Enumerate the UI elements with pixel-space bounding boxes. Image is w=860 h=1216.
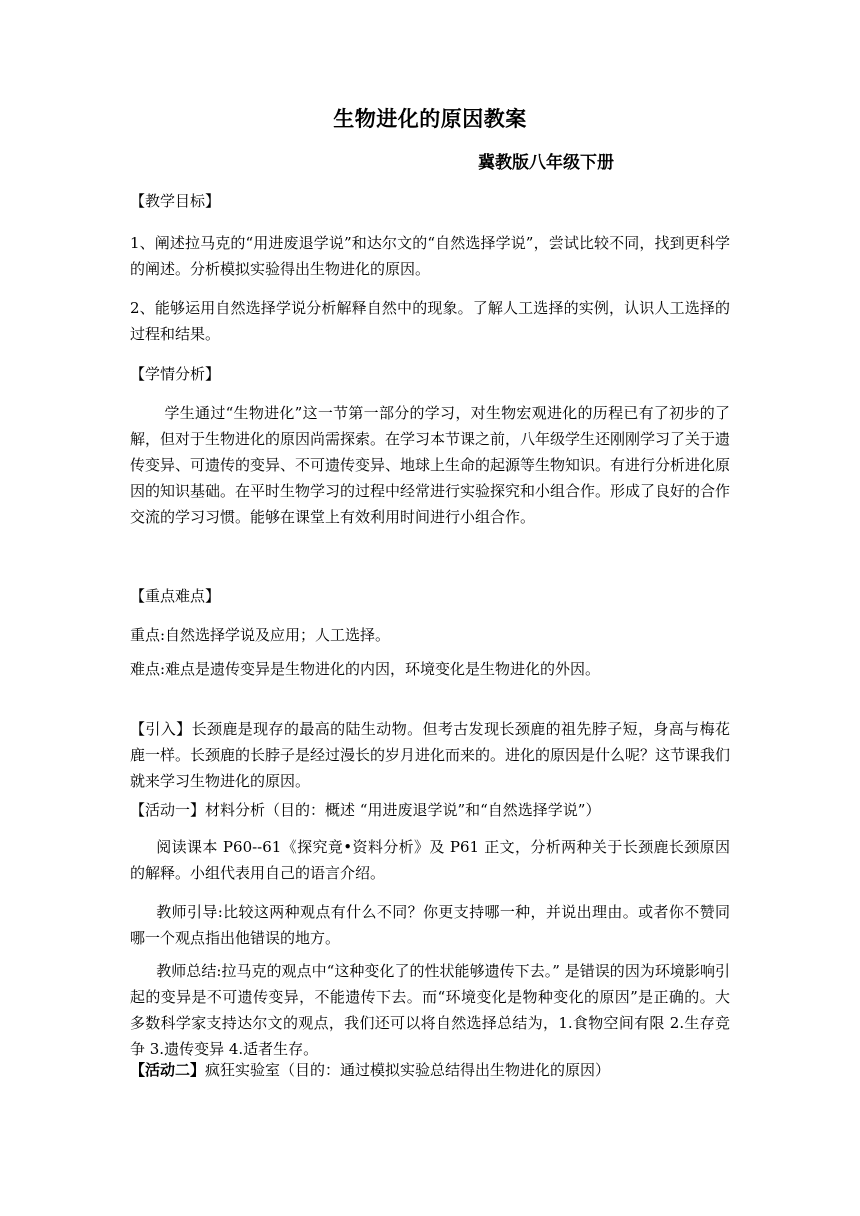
activity1-label: 【活动一】 <box>130 801 206 819</box>
paragraph: 学生通过“生物进化”这一节第一部分的学习，对生物宏观进化的历程已有了初步的了解，但对于生物进化的原因尚需探索。在学习本节课之前，八年级学生还刚刚学习了关于遗传变异、可遗传的变异、不可遗传变异、地球上生命的起源等生物知识。有进行分析进化原因的知识基础。在平时生物学习的过程中经常进行实验探究和小组合作。形成了良好的合作交流的学习习惯。能够在课堂上有效利用时间进行小组合作。 <box>130 404 731 526</box>
keypoint-line <box>130 622 730 648</box>
activity2-text: 疯狂实验室（目的：通过模拟实验总结得出生物进化的原因） <box>205 1061 611 1079</box>
objectives-heading <box>130 188 730 214</box>
activity2-label: 【活动二】 <box>130 1061 206 1079</box>
paragraph <box>130 1057 730 1083</box>
paragraph: 2、能够运用自然选择学说分析解释自然中的现象。了解人工选择的实例，认识人工选择的过程和结果。 <box>130 299 730 343</box>
activity1-paragraph-1 <box>130 834 730 886</box>
intro-paragraph <box>130 716 730 794</box>
activity1-text: 材料分析（目的：概述 “用进废退学说”和“自然选择学说”） <box>205 801 601 819</box>
activity1-paragraph-3 <box>130 958 730 1062</box>
keypoints-heading <box>130 583 730 609</box>
paragraph: 阅读课本 P60--61《探究竟•资料分析》及 P61 正文，分析两种关于长颈鹿长颈原因的解释。小组代表用自己的语言介绍。 <box>130 838 730 882</box>
objective-1 <box>130 230 730 282</box>
activity2-heading <box>130 1057 730 1083</box>
paragraph: 教师引导:比较这两种观点有什么不同？你更支持哪一种，并说出理由。或者你不赞同哪一个观点指出他错误的地方。 <box>130 903 730 947</box>
document-subtitle: 冀教版八年级下册 <box>478 153 614 173</box>
section-heading: 【教学目标】 <box>130 192 221 210</box>
analysis-paragraph <box>130 400 730 530</box>
section-heading: 【重点难点】 <box>130 587 221 605</box>
paragraph <box>130 716 730 794</box>
paragraph: 难点:难点是遗传变异是生物进化的内因，环境变化是生物进化的外因。 <box>130 660 601 678</box>
difficulty-line <box>130 656 730 682</box>
objective-2 <box>130 295 730 347</box>
activity1-heading <box>130 797 730 823</box>
intro-label: 【引入】 <box>130 720 192 738</box>
document-title: 生物进化的原因教案 <box>333 107 527 131</box>
paragraph: 教师总结:拉马克的观点中“这种变化了的性状能够遗传下去。” 是错误的因为环境影响引起的变异是不可遗传变异，不能遗传下去。而“环境变化是物种变化的原因”是正确的。大多数科学家支持达尔文的观点，我们还可以将自然选择总结为，1.食物空间有限 2.生存竞争 3.遗传变异 4.适者生存。 <box>130 962 730 1058</box>
paragraph: 重点:自然选择学说及应用；人工选择。 <box>130 626 391 644</box>
intro-text: 长颈鹿是现存的最高的陆生动物。但考古发现长颈鹿的祖先脖子短，身高与梅花鹿一样。长颈鹿的长脖子是经过漫长的岁月进化而来的。进化的原因是什么呢？这节课我们就来学习生物进化的原因。 <box>130 720 731 790</box>
analysis-heading <box>130 361 730 387</box>
paragraph: 1、阐述拉马克的“用进废退学说”和达尔文的“自然选择学说”，尝试比较不同，找到更科学的阐述。分析模拟实验得出生物进化的原因。 <box>130 234 730 278</box>
paragraph <box>130 797 730 823</box>
section-heading: 【学情分析】 <box>130 365 221 383</box>
activity1-paragraph-2 <box>130 899 730 951</box>
